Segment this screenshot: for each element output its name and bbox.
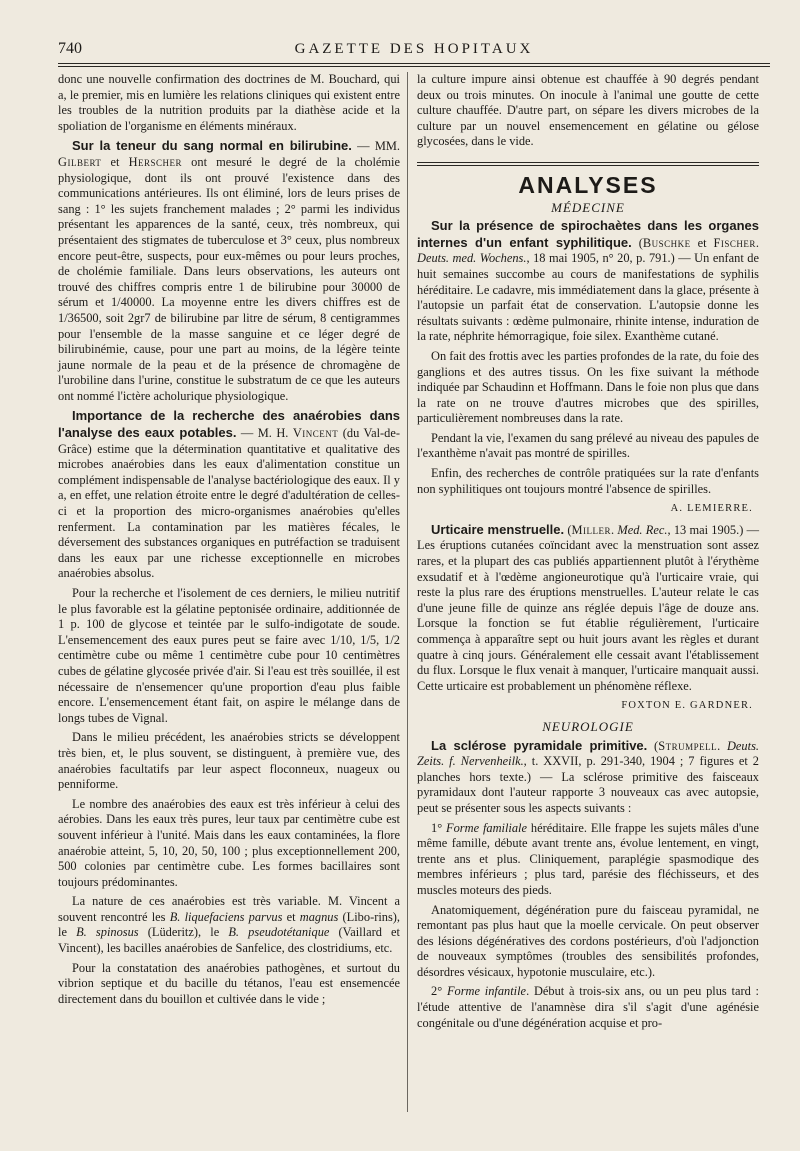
article-body: ont mesuré le degré de la cholémie physiologique, dont ils ont prouvé l'existence dans des communications antérieures. Ils ont éliminé, lors de leurs prises de sang : 1° les sujets franchement malades ; 2° parmi les individus présentant les apparences de la santé, ceux, très nombreux, qui présentaient des stigmates de tuberculose et 3° ceux, plus nombreux encore peut-être, suspects, pour eux-mêmes ou pour leurs proches, de cholémie familiale. Dans leurs observations, les auteurs ont trouvé des chiffres compris entre 1 de bilirubine pour 30000 de sérum et 1/40000. La moyenne entre les divers chiffres est de 1/36500, soit 2gr7 de bilirubine par litre de sérum, 8 centigrammes pour l'ensemble de la masse sanguine et ce léger degré de bilirubinémie, cause, pour une part au moins, de la légère teinte jaune normale de la peau et de la présence de chromagène de l'urobiline dans l'urine, constitue le substratum de ce que les auteurs ont nommé l'ictère acholurique physiologique. [58, 154, 401, 403]
article-title: Sur la teneur du sang normal en bilirubine. [72, 138, 352, 154]
right-paragraph: la culture impure ainsi obtenue est chauffée à 90 degrés pendant deux ou trois minutes. On inocule à l'animal une goutte de cette culture chauffée. D'autre part, on sépare les divers microbes de la culture par un nouvel ensemencement en gélatine ou gélose glycosées, dans le vide. [417, 72, 759, 149]
article-strumpell: La sclérose pyramidale primitive. (Strumpell. Deuts. Zeits. f. Nervenheilk., t. XXVII, p. 291-340, 1904 ; 7 figures et 2 planches hors texte.) — La sclérose primitive des faisceaux pyramidaux dont l'auteur rapporte 3 nouveaux cas avec autopsie, peut se présenter sous les aspects suivants : [417, 737, 759, 815]
left-paragraph: Le nombre des anaérobies des eaux est très inférieur à celui des aérobies. Dans les eaux très pures, leur taux par centimètre cube est souvent inférieur à l'unité. Mais dans les eaux contaminées, la flore anaérobie atteint, 5, 10, 20, 50, 100 ; plus exceptionnellement 200, 500 colonies par centimètre cube. Les formes bacillaires sont toujours prédominantes. [58, 796, 400, 889]
page-header [58, 40, 770, 62]
author-name: Fischer [713, 235, 756, 250]
right-paragraph: 1° Forme familiale héréditaire. Elle frappe les sujets mâles d'une même famille, débute avant trente ans, évolue lentement, en vingt, trente ans et plus. Cliniquement, paraplégie spasmodique des membres inférieurs ; plus tard, parésie des fléchisseurs, et des muscles moteurs des pieds. [417, 820, 759, 897]
author-name: Herscher [128, 154, 183, 169]
article-body: — La sclérose primitive des faisceaux pyramidaux dont l'auteur rapporte 3 nouveaux cas avec autopsie, peut se présenter sous les aspects suivants : [417, 769, 759, 815]
author-signature: A. LEMIERRE. [670, 503, 753, 515]
left-paragraph: Pour la recherche et l'isolement de ces derniers, le milieu nutritif le plus favorable est la gélatine peptonisée ordinaire, additionnée de 1 p. 100 de glycose et teintée par le sulfo-indigotate de soude. L'ensemencement des eaux pures peut se faire avec 1/10, 1/5, 1/2 centimètre cube ou même 1 centimètre cube pour 10 centimètres cubes de gélatine glycosée privée d'air. Si l'eau est très souillée, il est nécessaire de n'ensemencer qu'une proportion d'eau plus faible encore. L'ensemencement étant fait, on aspire le mélange dans de longs tubes de Vignal. [58, 586, 400, 725]
article-title: Importance de la recherche des anaérobies dans l'analyse des eaux potables. [58, 408, 400, 441]
article-title: Sur la présence de spirochaètes dans les organes internes d'un enfant syphilitique. [417, 218, 759, 250]
journal-name: Deuts. Zeits. f. Nervenheilk. [417, 738, 759, 769]
left-paragraph: La nature de ces anaérobies est très variable. M. Vincent a souvent rencontré les B. liquefaciens parvus et magnus (Libo-rins), le B. spinosus (Lüderitz), le B. pseudotétanique (Vaillard et Vincent), les bacilles anaérobies de Sanfelice, des clostridiums, etc. [58, 894, 400, 956]
article-miller: Urticaire menstruelle. (Miller. Med. Rec., 13 mai 1905.) — Les éruptions cutanées coïncidant avec la menstruation sont assez rares, et la plupart des cas publiés appartiennent plutôt à l'érythème exsudatif et à l'œdème angioneurotique qu'à l'urticaire vraie, qui reste la plus rare des éruptions menstruelles. L'auteur relate le cas d'une jeune fille de quinze ans réglée depuis l'âge de douze ans. Lorsque la fonction se fut établie régulièrement, l'urticaire commença à apparaître sept ou huit jours avant les règles et durant quatre à cinq jours. Généralement elle cessait avant l'établissement du flux. Lorsque le flux venait à manquer, l'urticaire manquait aussi. Cette urticaire est probablement un phénomène réflexe. [417, 521, 759, 693]
species-name: magnus [299, 909, 339, 924]
right-column [417, 72, 759, 1035]
article-buschke-fischer: Sur la présence de spirochaètes dans les organes internes d'un enfant syphilitique. (Buschke et Fischer. Deuts. med. Wochens., 18 mai 1905, n° 20, p. 791.) — Un enfant de huit semaines succombe au cours de manifestations de syphilis héréditaire. Le cadavre, mis immédiatement dans la glace, présente à l'autopsie un parfait état de conservation. L'autopsie donne les résultats suivants : œdème pulmonaire, rhinite intense, induration de la rate, néphrite hémorragique, foie silex. Exanthème cutané. [417, 218, 760, 344]
left-paragraph: Pour la constatation des anaérobies pathogènes, et surtout du vibrion septique et du bacille du tétanos, l'eau est ensemencée directement dans du bouillon et cultivée dans le vide ; [58, 960, 400, 1006]
right-paragraph: On fait des frottis avec les parties profondes de la rate, du foie des ganglions et des autres tissus. On les fixe suivant la méthode indiquée par Schaudinn et Hoffmann. Dans le foie non plus que dans la rate on ne trouve d'autres microbes que des spirilles, particulièrement nombreuses dans la rate. [417, 348, 759, 426]
species-name: B. pseudotétanique [228, 925, 330, 940]
article-title: La sclérose pyramidale primitive. [431, 737, 648, 753]
column-separator [407, 72, 408, 1112]
header-rule-top [58, 63, 770, 64]
article-title: Urticaire menstruelle. [431, 521, 565, 537]
form-name: Forme infantile [446, 984, 527, 999]
article-vincent: Importance de la recherche des anaérobies dans l'analyse des eaux potables. — M. H. Vincent (du Val-de-Grâce) estime que la détermination quantitative et qualitative des microbes anaérobies dans les eaux d'alimentation constitue un complément indispensable de l'analyse bactériologique des eaux. Il y a, en effet, une relation étroite entre le degré d'adultération de celles-ci et la proportion des micro-organismes anaérobies qu'elles renferment. La contamination par les matières fécales, le déversement des substances organiques en putréfaction se traduisent dans les eaux par une richesse exceptionnelle en microbes anaérobies absolus. [58, 408, 400, 581]
article-body: (du Val-de-Grâce) estime que la détermination quantitative et qualitative des microbes anaérobies dans les eaux d'alimentation constitue un complément indispensable de l'analyse bactériologique des eaux. Il y a, en effet, une relation étroite entre le degré d'adultération de celles-ci et la proportion des micro-organismes anaérobies qu'elles renferment. La contamination par les matières fécales, le déversement des substances organiques en putréfaction se traduisent dans les eaux par une richesse exceptionnelle en microbes anaérobies absolus. [58, 426, 400, 581]
right-paragraph: Enfin, des recherches de contrôle pratiquées sur la rate d'enfants non syphilitiques ont toujours montré l'absence de spirilles. [417, 466, 759, 496]
form-name: Forme familiale [446, 820, 527, 835]
right-paragraph: Anatomiquement, dégénération pure du faisceau pyramidal, ne remontant pas plus haut que la moelle cervicale. On peut observer des lésions dégénératives des cordons postérieurs, d'où l'adjonction de nouveaux symptômes (troubles des sensibilités profondes, désordres vésicaux, hypotonie musculaire, etc.). [417, 902, 759, 979]
left-paragraph: donc une nouvelle confirmation des doctrines de M. Bouchard, qui a, le premier, mis en lumière les relations cliniques qui existent entre les troubles de la nutrition produits par la diathèse acide et la spoliation de l'organisme en éléments minéraux. [58, 72, 400, 133]
section-title: ANALYSES [518, 171, 658, 198]
article-body: — Un enfant de huit semaines succombe au cours de manifestations de syphilis héréditaire. Le cadavre, mis immédiatement dans la glace, présente à l'autopsie un parfait état de conservation. L'autopsie donne les résultats suivants : œdème pulmonaire, rhinite intense, induration de la rate, néphrite hémorragique, foie silex. Exanthème cutané. [417, 251, 760, 344]
subsection-title: NEUROLOGIE [542, 718, 634, 734]
header-rule-bottom [58, 66, 770, 67]
journal-name: Deuts. med. Wochens. [417, 251, 527, 266]
page-number: 740 [58, 40, 82, 57]
journal-name: Med. Rec. [617, 522, 668, 537]
author-name: Vincent [292, 426, 339, 441]
right-paragraph: 2° Forme infantile. Début à trois-six ans, ou un peu plus tard : l'étude attentive de l'anamnèse dira s'il s'agit d'une agénésie congénitale ou d'une dégénération acquise et pro- [417, 984, 760, 1030]
article-gilbert-herscher: Sur la teneur du sang normal en bilirubine. — MM. Gilbert et Herscher ont mesuré le degré de la cholémie physiologique, dont ils ont prouvé l'existence dans des communications antérieures. Ils ont éliminé, lors de leurs prises de sang : 1° les sujets franchement malades ; 2° parmi les individus présentant les apparences de la santé, ceux, très nombreux, qui présentaient des stigmates de tuberculose et 3° ceux, plus nombreux encore peut-être, suspects, pour eux-mêmes ou pour leurs proches, de cholémie familiale. Dans leurs observations, les auteurs ont trouvé des chiffres compris entre 1 de bilirubine pour 30000 de sérum et 1/40000. La moyenne entre les divers chiffres est de 1/36500, soit 2gr7 de bilirubine par litre de sérum, 8 centigrammes pour l'ensemble de la masse sanguine et ce léger degré de bilirubinémie, cause, pour une part au moins, de la légère teinte jaune normale de la peau et de la présence de chromagène de l'urobiline dans l'urine, constitue le substratum de ce que les auteurs ont nommé l'ictère acholurique physiologique. [58, 138, 401, 403]
author-name: Gilbert [58, 154, 102, 169]
species-name: B. liquefaciens parvus [169, 909, 283, 924]
left-paragraph: Dans le milieu précédent, les anaérobies stricts se développent très bien, et, le plus souvent, se distinguent, à première vue, des anaérobies facultatifs par leur aspect floconneux, nuageux ou penniforme. [58, 730, 400, 792]
author-signature: FOXTON E. GARDNER. [621, 700, 753, 712]
section-rule [417, 162, 759, 166]
running-title: GAZETTE DES HOPITAUX [294, 41, 534, 57]
author-name: Buschke [642, 235, 691, 250]
article-body: — Les éruptions cutanées coïncidant avec la menstruation sont assez rares, et la plupart des cas publiés appartiennent plutôt à l'érythème exsudatif et à l'œdème angioneurotique qu'à l'urticaire vraie, qui reste la plus rare des éruptions menstruelles. L'auteur relate le cas d'une jeune fille de quinze ans réglée depuis l'âge de douze ans. Lorsque la fonction se fut établie régulièrement, l'urticaire commença à apparaître sept ou huit jours avant les règles et durant quatre à cinq jours. Généralement elle cessait avant l'établissement du flux. Lorsque le flux venait à manquer, l'urticaire manquait aussi. Cette urticaire est probablement un phénomène réflexe. [417, 522, 759, 693]
species-name: B. spinosus [76, 925, 139, 940]
author-name: Strumpell [658, 738, 718, 753]
author-name: Miller [571, 522, 612, 537]
left-column [58, 72, 400, 1011]
subsection-title: MÉDECINE [551, 199, 625, 215]
right-paragraph: Pendant la vie, l'examen du sang prélevé au niveau des papules de l'exanthème n'avait pas montré de spirilles. [417, 430, 759, 461]
